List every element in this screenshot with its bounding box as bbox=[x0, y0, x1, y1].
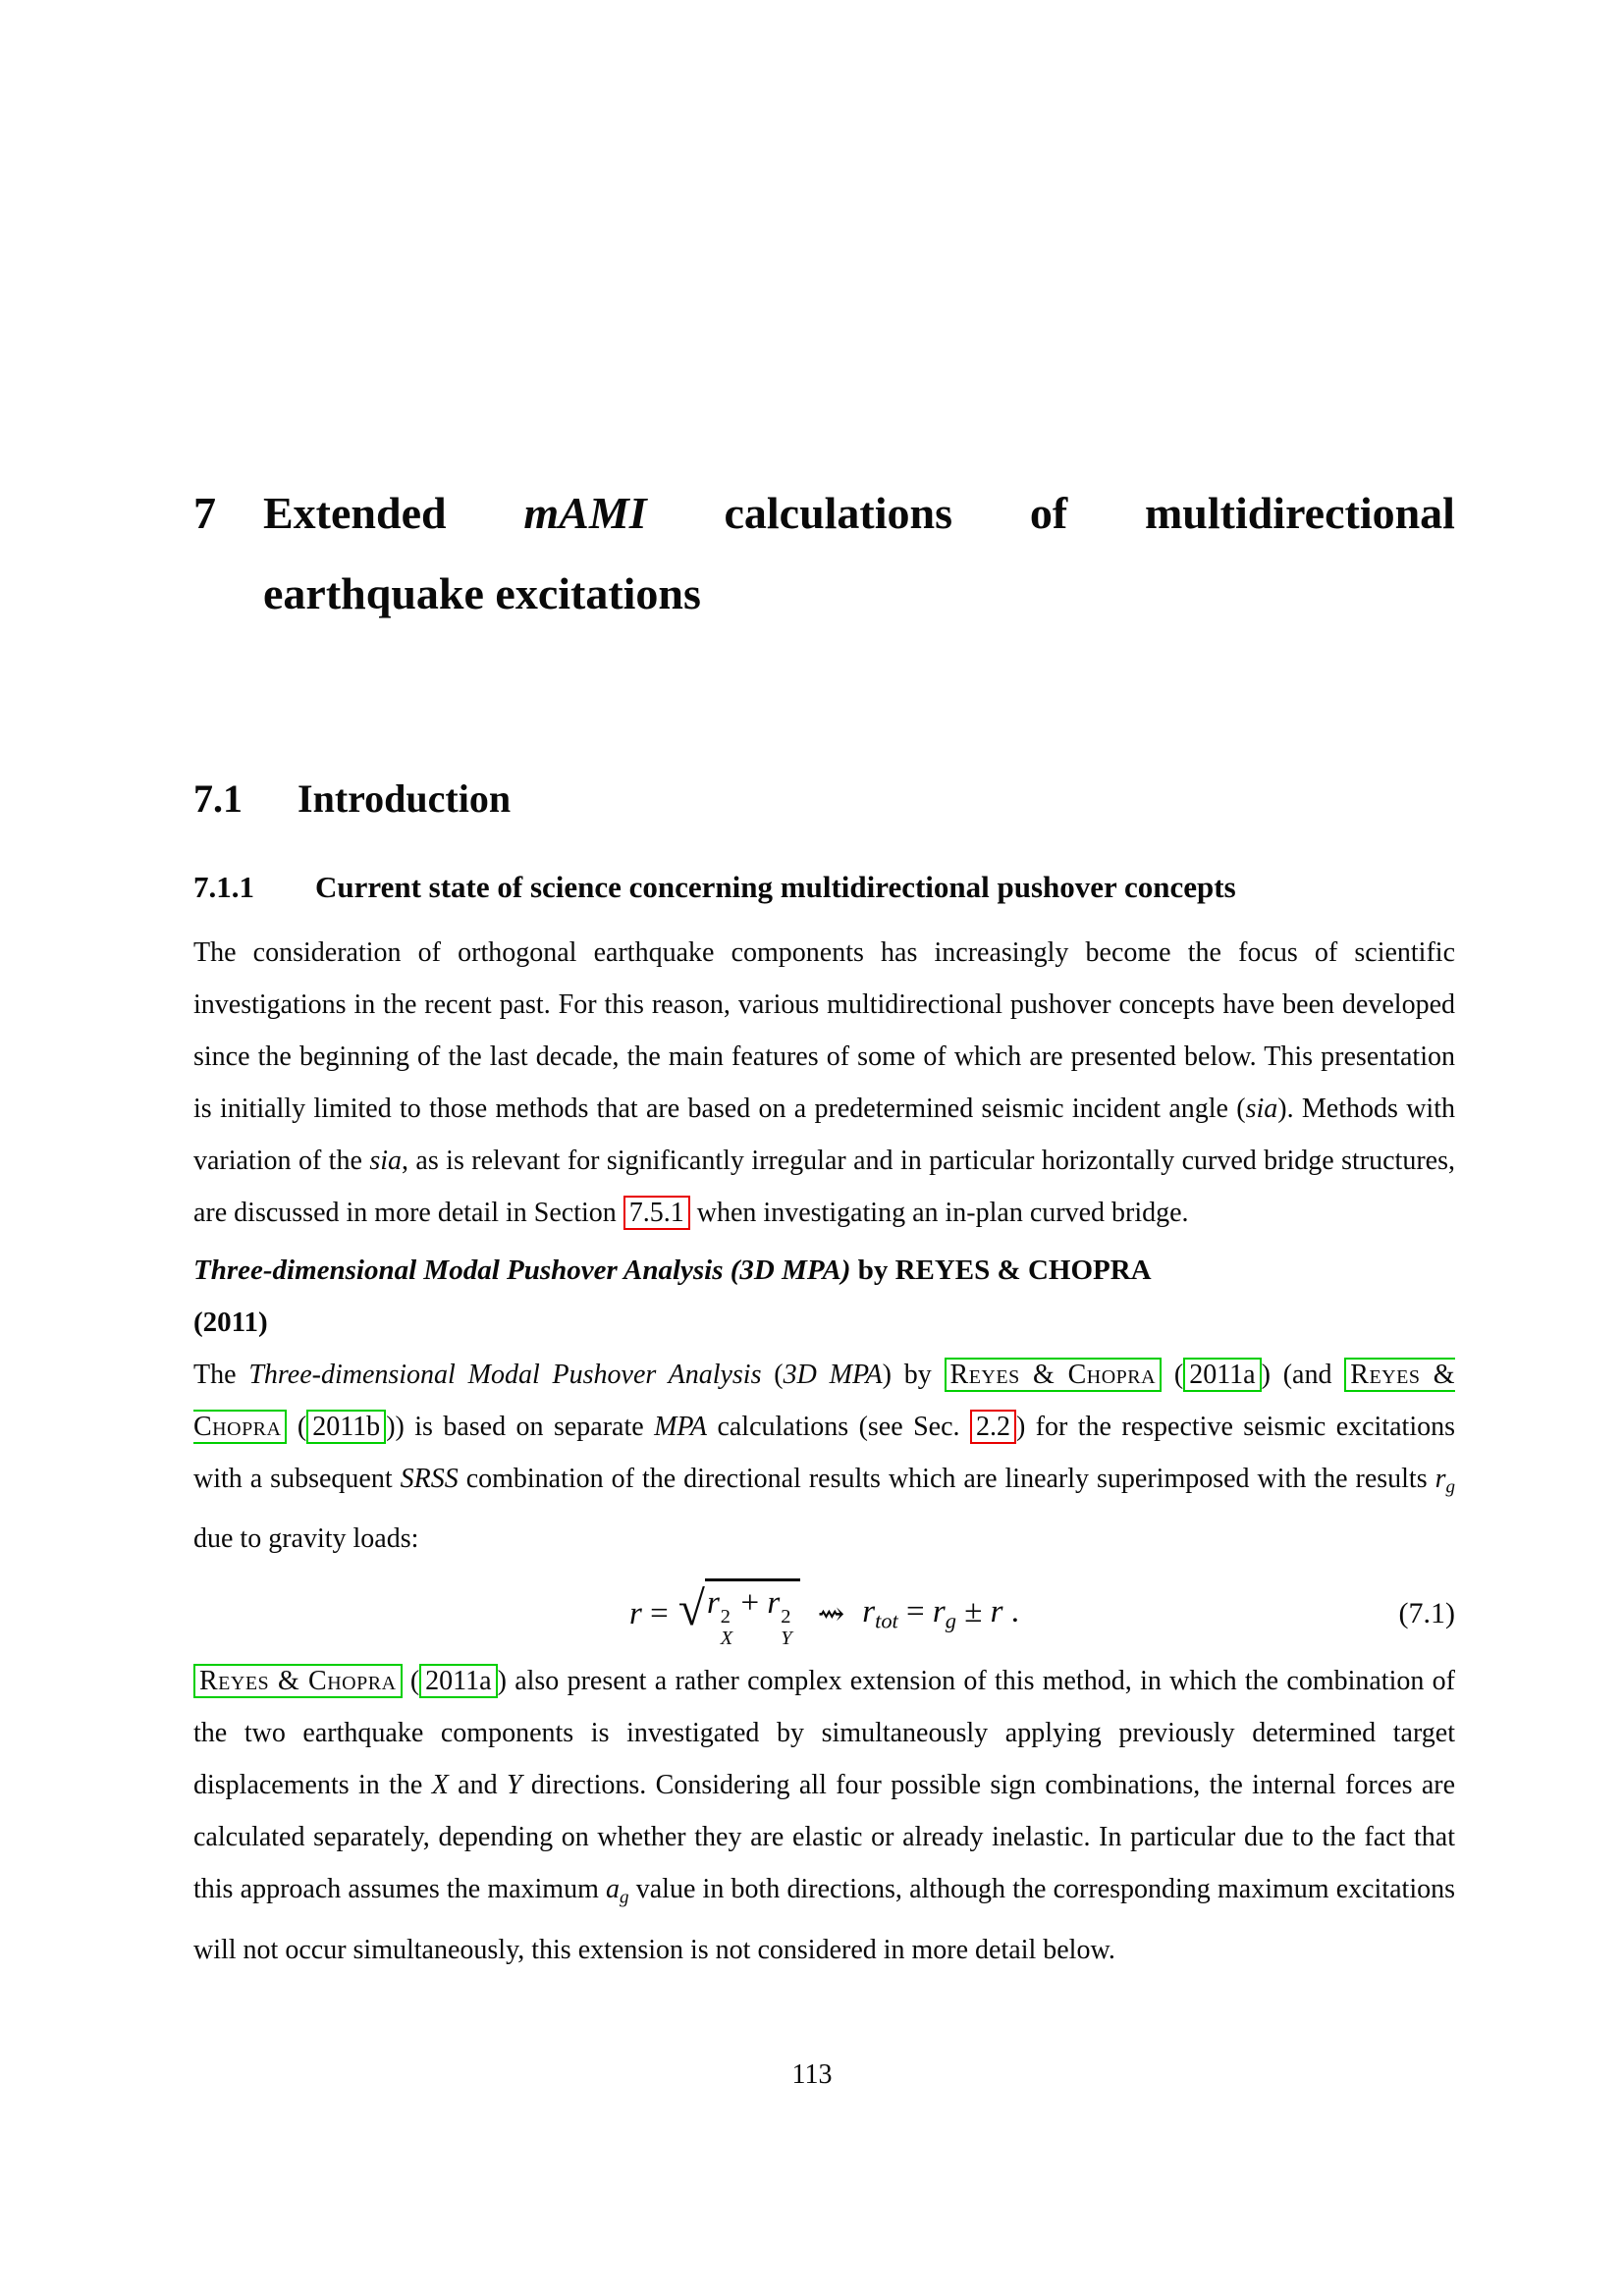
text-segment: r bbox=[629, 1595, 642, 1631]
text-segment: r bbox=[767, 1585, 781, 1622]
text-segment: )) is based on separate bbox=[386, 1412, 655, 1442]
subsection-number: 7.1.1 bbox=[193, 870, 254, 904]
chapter-title-words bbox=[263, 473, 1455, 554]
text-segment: due to gravity loads: bbox=[193, 1523, 419, 1555]
sqrt-radicand bbox=[705, 1578, 800, 1649]
equation-rhs bbox=[862, 1594, 1019, 1633]
chapter-heading bbox=[193, 473, 1455, 634]
citation-link[interactable]: Reyes & Chopra bbox=[193, 1664, 403, 1698]
section-ref-link[interactable]: 2.2 bbox=[970, 1410, 1016, 1444]
method-heading bbox=[193, 1245, 1455, 1349]
text-segment: calculations (see Sec. bbox=[707, 1412, 970, 1442]
text-segment: ( bbox=[287, 1412, 307, 1442]
text-segment: SRSS bbox=[400, 1464, 459, 1494]
text-segment: = bbox=[641, 1595, 669, 1631]
text-segment: ) also present a rather complex extension of this method, in which the combination of the two earthquake components is investigated by simultaneously applying previously determined target displacements in the bbox=[193, 1666, 1455, 1801]
text-segment: 2 X bbox=[720, 1606, 733, 1649]
text-segment: ( bbox=[1162, 1360, 1184, 1390]
paragraph-extension bbox=[193, 1655, 1455, 1975]
equation-number: (7.1) bbox=[1398, 1597, 1455, 1630]
text-segment: when investigating an in-plan curved bridge. bbox=[689, 1198, 1189, 1228]
text-segment: sia bbox=[369, 1146, 402, 1176]
square-root bbox=[678, 1578, 800, 1649]
text-segment: a bbox=[606, 1874, 621, 1905]
chapter-number: 7 bbox=[193, 488, 216, 538]
text-segment: 3D MPA bbox=[783, 1360, 883, 1390]
citation-link[interactable]: Reyes & Chopra bbox=[945, 1358, 1163, 1392]
equation-block bbox=[193, 1573, 1455, 1655]
text-segment: r bbox=[990, 1594, 1003, 1630]
text-segment: ) (and bbox=[1261, 1360, 1345, 1390]
section-heading bbox=[193, 777, 1455, 821]
text-segment: 2 Y bbox=[781, 1606, 792, 1649]
section-number: 7.1 bbox=[193, 776, 243, 821]
text-segment: ). Methods with variation of the bbox=[193, 1094, 1455, 1176]
subsection-heading bbox=[193, 870, 1455, 905]
text-segment: ) for the respective seismic excitations with a subsequent bbox=[193, 1412, 1455, 1494]
citation-link[interactable]: 2011a bbox=[1183, 1358, 1261, 1392]
text-segment: ( bbox=[402, 1666, 420, 1697]
text-segment: combination of the directional results which are linearly superimposed with the results bbox=[458, 1464, 1435, 1494]
text-segment: ± bbox=[955, 1594, 991, 1630]
text-segment: , as is relevant for significantly irregular and in particular horizontally curved bridge structures, are discussed in more detail in Section bbox=[193, 1146, 1455, 1228]
text-segment: (2011) bbox=[193, 1307, 268, 1338]
text-segment: Three-dimensional Modal Pushover Analysis bbox=[248, 1360, 762, 1390]
text-segment: g bbox=[1445, 1476, 1455, 1498]
text-segment: tot bbox=[875, 1608, 898, 1633]
subsection-title: Current state of science concerning multidirectional pushover concepts bbox=[315, 870, 1236, 904]
text-segment: r bbox=[862, 1594, 876, 1630]
text-segment: Y bbox=[506, 1770, 522, 1801]
text-segment: Three-dimensional Modal Pushover Analysis (3D MPA) bbox=[193, 1255, 851, 1286]
text-segment: by REYES & CHOPRA bbox=[850, 1255, 1152, 1286]
text-segment: sia bbox=[1245, 1094, 1278, 1124]
text-segment: r bbox=[1435, 1464, 1446, 1494]
text-segment: . bbox=[1002, 1594, 1019, 1630]
page-content bbox=[193, 0, 1455, 1976]
text-segment: calculations bbox=[724, 488, 953, 538]
text-segment: = bbox=[897, 1594, 933, 1630]
text-segment: Extended bbox=[263, 488, 447, 538]
chapter-title-line2: earthquake excitations bbox=[263, 568, 701, 618]
equation-lhs bbox=[629, 1596, 669, 1632]
method-heading-line1 bbox=[193, 1245, 1455, 1297]
text-segment: and bbox=[448, 1770, 507, 1801]
text-segment: ( bbox=[761, 1360, 784, 1390]
text-segment: multidirectional bbox=[1144, 488, 1455, 538]
text-segment: r bbox=[932, 1594, 946, 1630]
paragraph-intro bbox=[193, 927, 1455, 1239]
text-segment: The bbox=[193, 1360, 249, 1390]
text-segment: MPA bbox=[654, 1412, 708, 1442]
citation-link[interactable]: 2011a bbox=[419, 1664, 497, 1698]
text-segment: r bbox=[706, 1585, 720, 1622]
text-segment: of bbox=[1029, 488, 1068, 538]
equation-formula bbox=[193, 1578, 1455, 1649]
text-segment: g bbox=[620, 1887, 629, 1908]
text-segment: value in both directions, although the corresponding maximum excitations will not occur simultaneously, this extension is not considered in more detail below. bbox=[193, 1874, 1456, 1965]
text-segment: + bbox=[732, 1585, 768, 1622]
paragraph-method bbox=[193, 1349, 1455, 1565]
text-segment: The consideration of orthogonal earthquake components has increasingly become the focus of scientific investigations in the recent past. For this reason, various multidirectional pushover concepts have been developed since the beginning of the last decade, the main features of some of which are presented below. This presentation is initially limited to those methods that are based on a predetermined seismic incident angle ( bbox=[193, 937, 1455, 1124]
section-ref-link[interactable]: 7.5.1 bbox=[623, 1196, 690, 1230]
text-segment: mAMI bbox=[523, 488, 647, 538]
citation-link[interactable]: Reyes & Chopra bbox=[193, 1360, 1456, 1442]
text-segment: ) by bbox=[882, 1360, 945, 1390]
sqrt-symbol: √ bbox=[677, 1581, 705, 1636]
page-number: 113 bbox=[791, 2059, 833, 2090]
citation-link[interactable]: 2011b bbox=[306, 1410, 386, 1444]
text-segment: g bbox=[945, 1608, 956, 1633]
squiggle-arrow-icon: ⇝ bbox=[817, 1597, 845, 1633]
text-segment: directions. Considering all four possible sign combinations, the internal forces are calculated separately, depending on whether they are elastic or already inelastic. In particular due to the fact that this approach assumes the maximum bbox=[193, 1770, 1455, 1905]
text-segment: X bbox=[431, 1770, 449, 1801]
section-title: Introduction bbox=[298, 776, 512, 821]
chapter-title-line1 bbox=[193, 473, 1455, 554]
method-heading-line2 bbox=[193, 1297, 1455, 1349]
